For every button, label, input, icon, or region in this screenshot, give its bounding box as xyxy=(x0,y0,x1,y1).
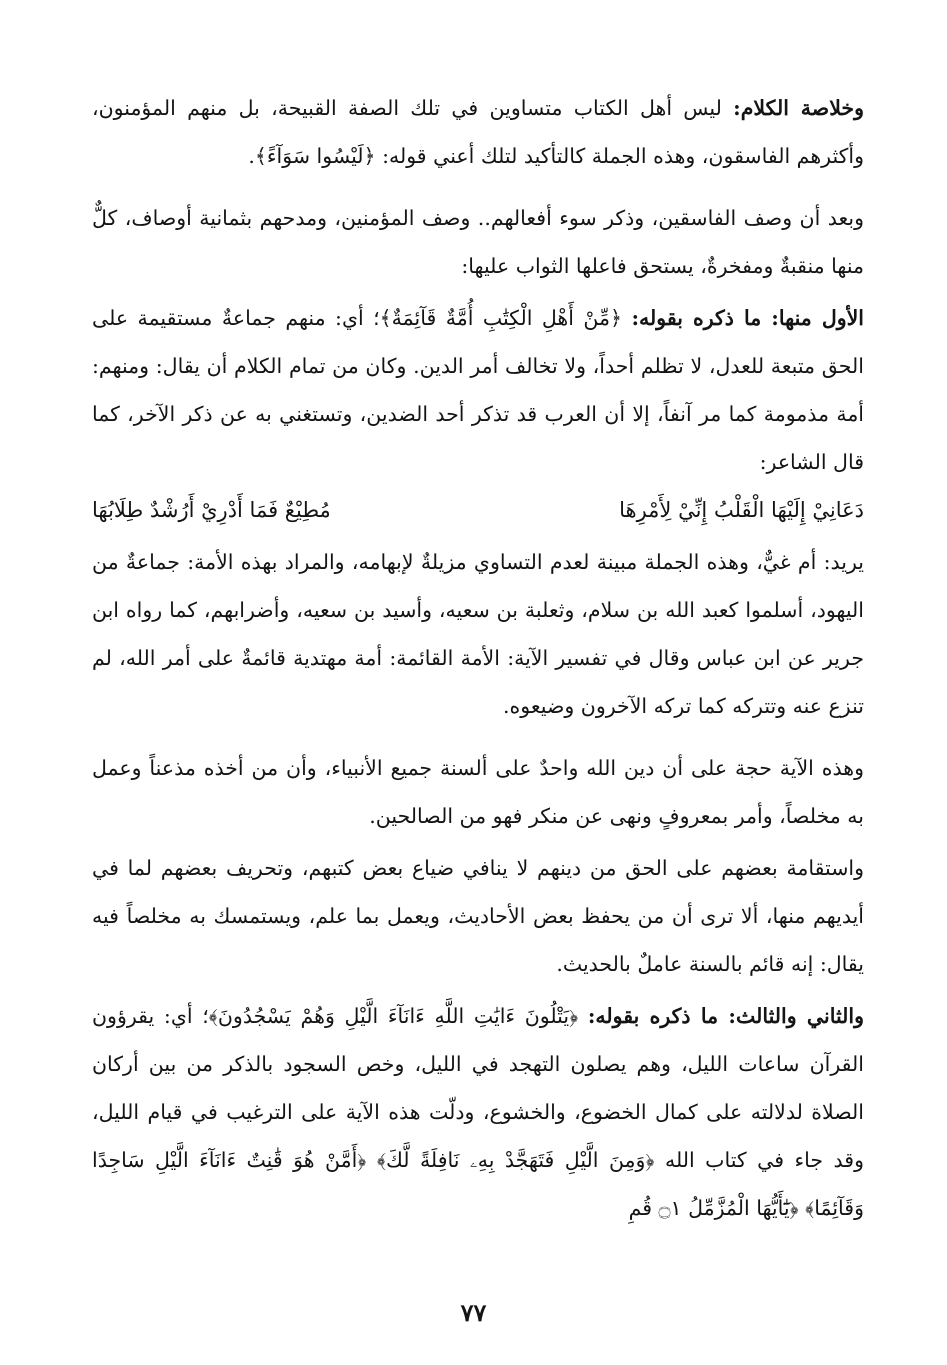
paragraph-text: ﴿مِّنْ أَهْلِ الْكِتَٰبِ أُمَّةٌ قَآئِمَةٌ﴾؛ أي: منهم جماعةٌ مستقيمة على الحق متبعة للعدل، لا تظلم أحداً، ولا تخالف أمر الدين. وكان من تمام الكلام أن يقال: ومنهم: أمة مذمومة كما مر آنفاً، إلا أن العرب قد تذكر أحد الضدين، وتستغني به عن ذكر الآخر، كما قال الشاعر: xyxy=(92,306,864,474)
poetry-hemistich-second: مُطِيْعٌ فَمَا أَدْرِيْ أَرُشْدٌ طِلَابُهَا xyxy=(92,498,331,522)
paragraph-steadfastness xyxy=(92,844,864,988)
paragraph-text: ليس أهل الكتاب متساوين في تلك الصفة القبيحة، بل منهم المؤمنون، وأكثرهم الفاسقون، وهذه الجملة كالتأكيد لتلك أعني قوله: ﴿لَيْسُوا سَوَآءً﴾. xyxy=(92,96,864,168)
paragraph-lead: الأول منها: ما ذكره بقوله: xyxy=(631,306,864,330)
paragraph-religion-one xyxy=(92,744,864,840)
text-body xyxy=(92,84,864,1232)
paragraph-second-third xyxy=(92,992,864,1232)
paragraph-first-description xyxy=(92,294,864,486)
paragraph-summary xyxy=(92,84,864,180)
paragraph-text: يريد: أم غيٌّ، وهذه الجملة مبينة لعدم التساوي مزيلةٌ لإبهامه، والمراد بهذه الأمة: جماعةٌ من اليهود، أسلموا كعبد الله بن سلام، وثعلبة بن سعيه، وأسيد بن سعيه، وأضرابهم، كما رواه ابن جرير عن ابن عباس وقال في تفسير الآية: الأمة القائمة: أمة مهتدية قائمةٌ على أمر الله، لم تنزع عنه وتتركه كما تركه الآخرون وضيعوه. xyxy=(92,550,864,718)
poetry-verse xyxy=(92,486,864,534)
paragraph-meaning xyxy=(92,538,864,730)
paragraph-text: وهذه الآية حجة على أن دين الله واحدٌ على ألسنة جميع الأنبياء، وأن من أخذه مذعناً وعمل به مخلصاً، وأمر بمعروفٍ ونهى عن منكر فهو من الصالحين. xyxy=(92,756,864,828)
poetry-hemistich-first: دَعَانِيْ إِلَيْهَا الْقَلْبُ إِنِّيْ لِأَمْرِهَا xyxy=(619,498,864,522)
paragraph-text: ﴿يَتْلُونَ ءَايَٰتِ اللَّهِ ءَانَآءَ الَّيْلِ وَهُمْ يَسْجُدُونَ﴾؛ أي: يقرؤون القرآن ساعات الليل، وهم يصلون التهجد في الليل، وخص السجود بالذكر من بين أركان الصلاة لدلالته على كمال الخضوع، والخشوع، ودلّت هذه الآية على الترغيب في قيام الليل، وقد جاء في كتاب الله ﴿وَمِنَ الَّيْلِ فَتَهَجَّدْ بِهِۦ نَافِلَةً لَّكَ﴾ ﴿أَمَّنْ هُوَ قَٰنِتٌ ءَانَآءَ الَّيْلِ سَاجِدًا وَقَآئِمًا﴾ ﴿يَٰٓأَيُّهَا الْمُزَّمِّلُ ۝١ قُمِ xyxy=(92,1004,864,1220)
paragraph-eight-descriptions xyxy=(92,194,864,290)
paragraph-text: وبعد أن وصف الفاسقين، وذكر سوء أفعالهم.. وصف المؤمنين، ومدحهم بثمانية أوصاف، كلٌّ منها منقبةٌ ومفخرةٌ، يستحق فاعلها الثواب عليها: xyxy=(92,206,864,278)
paragraph-text: واستقامة بعضهم على الحق من دينهم لا ينافي ضياع بعض كتبهم، وتحريف بعضهم لما في أيديهم منها، ألا ترى أن من يحفظ بعض الأحاديث، ويعمل بما علم، ويستمسك به مخلصاً فيه يقال: إنه قائم بالسنة عاملٌ بالحديث. xyxy=(92,856,864,976)
paragraph-lead: وخلاصة الكلام: xyxy=(733,96,864,120)
page-number: ٧٧ xyxy=(460,1298,487,1327)
paragraph-lead: والثاني والثالث: ما ذكره بقوله: xyxy=(587,1004,864,1028)
